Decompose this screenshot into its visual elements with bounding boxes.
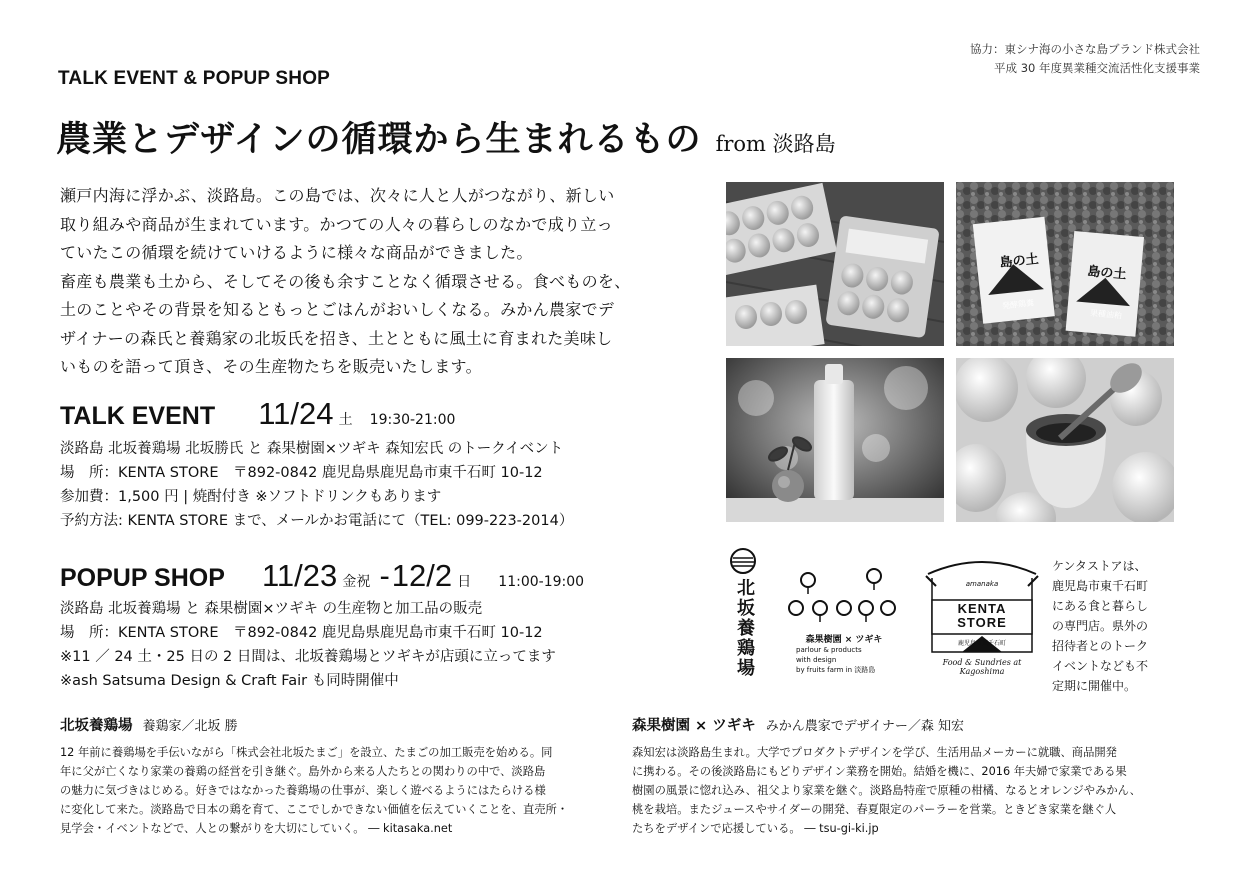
mori-logo-line4: by fruits farm in 淡路島 (796, 666, 876, 674)
bag-2-label: 島の土 (1086, 264, 1127, 283)
popup-shop-details (60, 597, 556, 693)
kenta-logo-name-2: STORE (957, 615, 1007, 630)
talk-detail-line: 場 所：KENTA STORE 〒892-0842 鹿児島県鹿児島市東千石町 10-12 (60, 465, 543, 481)
intro-line: 瀬戸内海に浮かぶ、淡路島。この島では、次々に人と人がつながり、新しい (60, 186, 615, 205)
credit-line-2: 平成 30 年度異業種交流活性化支援事業 (994, 61, 1200, 75)
eyebrow: TALK EVENT & POPUP SHOP (58, 68, 331, 89)
popup-shop-header (60, 558, 584, 594)
profile-kitasaka-text (60, 743, 620, 838)
page-title (56, 112, 836, 162)
talk-detail-line: 淡路島 北坂養鶏場 北坂勝氏 と 森果樹園×ツギキ 森知宏氏 のトークイベント (60, 441, 564, 457)
photo-egg-spoon (956, 358, 1174, 522)
mori-logo-title: 森果樹園 × ツギキ (805, 635, 883, 645)
popup-weekday-end: 日 (457, 574, 472, 590)
popup-shop-title: POPUP SHOP (60, 564, 225, 592)
kenta-desc-line: ケンタストアは、 (1052, 559, 1147, 573)
intro-line: 畜産も農業も土から、そしてその後も余すことなく循環させる。食べものを、 (60, 271, 631, 291)
mori-logo-line3: with design (796, 656, 837, 664)
profile-kitasaka-line: 年に父が亡くなり家業の養鶏の経営を引き継ぐ。島外から来る人たちとの関わりの中で、淡路島 (60, 765, 546, 778)
intro-text (60, 182, 700, 382)
kenta-desc-line: 定期に開催中。 (1052, 679, 1137, 693)
intro-line: ザイナーの森氏と養鶏家の北坂氏を招き、土とともに風土に育まれた美味し (60, 328, 613, 348)
kenta-desc-line: 招待者とのトーク (1052, 639, 1149, 653)
popup-detail-line: ※ash Satsuma Design & Craft Fair も同時開催中 (60, 673, 399, 689)
credit-block (970, 40, 1200, 78)
talk-event-time: 19:30-21:00 (369, 412, 456, 428)
profile-kitasaka-name: 北坂養鶏場 (60, 718, 133, 734)
popup-date-start: 11/23 (261, 558, 338, 593)
popup-detail-line: ※11 ／ 24 土・25 日の 2 日間は、北坂養鶏場とツギキが店頭に立ってます (60, 649, 556, 665)
mori-logo-line2: parlour & products (796, 646, 862, 654)
kenta-logo-name-1: KENTA (957, 601, 1007, 616)
profile-kitasaka-role: 養鶏家／北坂 勝 (142, 719, 238, 734)
kitasaka-logo (728, 546, 758, 686)
profile-mori-text (632, 743, 1192, 838)
title-from: from 淡路島 (715, 132, 836, 156)
bag-2-sub: 果種油粕 (1089, 308, 1123, 321)
profile-kitasaka-line: の魅力に気づきはじめる。好きではなかった養鶏場の仕事が、楽しく遊べるようにはたらける様 (60, 784, 546, 797)
kenta-logo-script: Food & Sundries at Kagoshima (942, 658, 1022, 676)
talk-detail-line: 参加費：1,500 円 | 焼酎付き ※ソフトドリンクもあります (60, 489, 442, 505)
profile-mori-heading (632, 714, 964, 735)
popup-detail-line: 淡路島 北坂養鶏場 と 森果樹園×ツギキ の生産物と加工品の販売 (60, 601, 483, 617)
talk-event-header (60, 396, 455, 432)
intro-line: 取り組みや商品が生まれています。かつての人々の暮らしのなかで成り立っ (60, 214, 613, 234)
talk-event-weekday: 土 (338, 412, 353, 428)
kenta-store-logo (922, 556, 1042, 680)
bag-1-label: 島の土 (999, 251, 1040, 271)
popup-weekday-start: 金祝 (342, 574, 371, 590)
photo-egg-cartons (726, 182, 944, 346)
profile-mori-name: 森果樹園 × ツギキ (632, 718, 756, 734)
profile-mori-line: 森知宏は淡路島生まれ。大学でプロダクトデザインを学び、生活用品メーカーに就職、商品開発 (632, 746, 1117, 759)
talk-event-title: TALK EVENT (60, 402, 216, 430)
photo-bottle-citrus (726, 358, 944, 522)
intro-line: ていたこの循環を続けていけるように様々な商品ができました。 (60, 243, 533, 262)
profile-mori-line: 樹園の風景に惚れ込み、祖父より家業を継ぐ。淡路島特産で原種の柑橘、なるとオレンジやみかん、 (632, 784, 1141, 797)
kenta-desc-line: イベントなども不 (1052, 659, 1149, 673)
talk-event-date: 11/24 (258, 396, 334, 431)
bag-1-sub: 発酵鶏糞 (1001, 298, 1035, 311)
kenta-desc-line: 鹿児島市東千石町 (1052, 579, 1149, 593)
kitasaka-mark-icon (728, 546, 758, 576)
kitasaka-logo-text: 北坂養鶏場 (734, 578, 755, 678)
profile-kitasaka-line: に変化して来た。淡路島で日本の鶏を育て、ここでしかできない価値を伝えていくことを、直売所・ (60, 803, 569, 816)
profile-mori-line: たちをデザインで応援している。 ― tsu-gi-ki.jp (632, 822, 879, 835)
kenta-logo-top: amanaka (965, 580, 999, 588)
popup-date-end: 12/2 (391, 558, 453, 593)
kenta-desc-line: の専門店。県外の (1052, 619, 1149, 633)
mori-tsugiki-logo (784, 566, 904, 676)
kenta-store-description (1052, 556, 1202, 696)
profile-kitasaka-line: 12 年前に養鶏場を手伝いながら「株式会社北坂たまご」を設立、たまごの加工販売を始める。同 (60, 746, 553, 759)
profile-kitasaka-heading (60, 714, 238, 735)
talk-event-details (60, 437, 573, 533)
popup-date-dash: - (379, 558, 390, 593)
kenta-desc-line: にある食と暮らし (1052, 599, 1149, 613)
profile-mori-line: 桃を栽培。またジュースやサイダーの開発、春夏限定のパーラーを営業。ときどき家業を継ぐ人 (632, 803, 1117, 816)
profile-kitasaka-line: 見学会・イベントなどで、人との繋がりを大切にしていく。 ― kitasaka.net (60, 822, 453, 835)
intro-line: 土のことやその背景を知るともっとごはんがおいしくなる。みかん農家でデ (60, 300, 615, 319)
kenta-logo-sub: 鹿児島市東千石町 (957, 640, 1006, 647)
talk-detail-line: 予約方法: KENTA STORE まで、メールかお電話にて（TEL: 099-223-2014） (60, 513, 574, 529)
profile-mori-role: みかん農家でデザイナー／森 知宏 (765, 719, 964, 734)
fruit-tree-mark-icon (784, 566, 904, 628)
photo-soil-bags (956, 182, 1174, 346)
intro-line: いものを語って頂き、その生産物たちを販売いたします。 (60, 357, 482, 376)
popup-time: 11:00-19:00 (498, 574, 585, 590)
popup-detail-line: 場 所：KENTA STORE 〒892-0842 鹿児島県鹿児島市東千石町 10-12 (60, 625, 543, 641)
credit-line-1: 協力：東シナ海の小さな島ブランド株式会社 (970, 42, 1200, 56)
profile-mori-line: に携わる。その後淡路島にもどりデザイン業務を開始。結婚を機に、2016 年夫婦で家業である果 (632, 765, 1127, 778)
title-main: 農業とデザインの循環から生まれるもの (56, 120, 702, 160)
